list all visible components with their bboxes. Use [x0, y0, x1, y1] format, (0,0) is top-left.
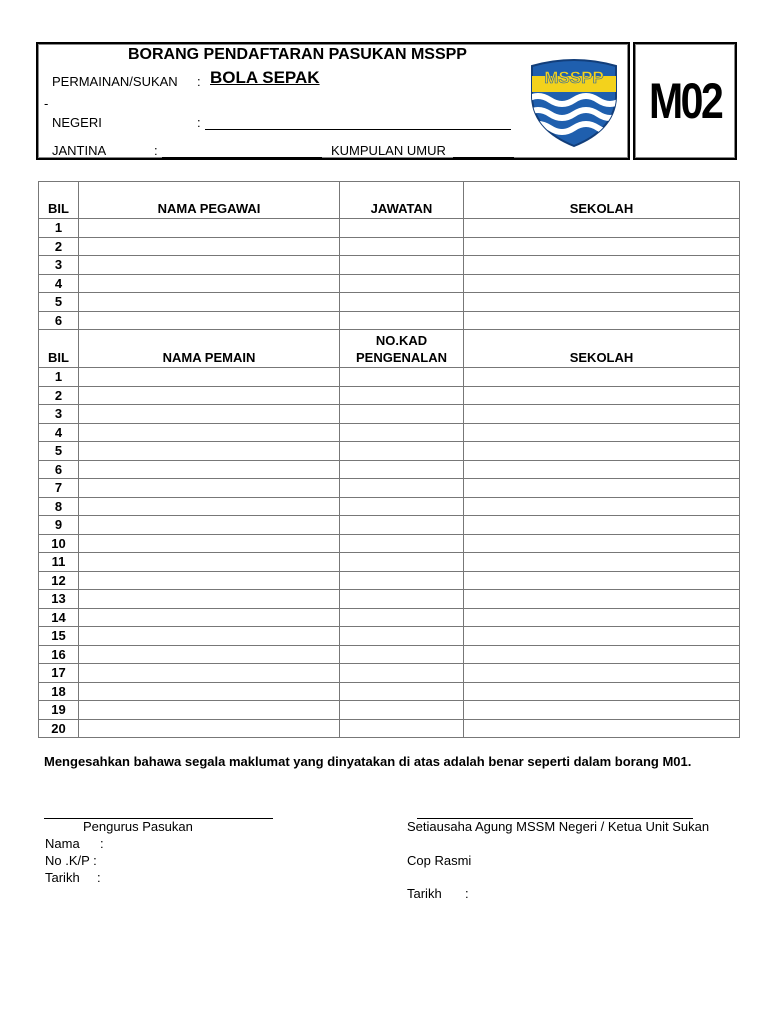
table-cell[interactable] [464, 256, 740, 275]
secretary-date-label: Tarikh [407, 886, 442, 901]
table-cell[interactable] [464, 386, 740, 405]
table-cell[interactable] [79, 682, 340, 701]
table-cell[interactable] [340, 368, 464, 387]
table-cell[interactable] [340, 479, 464, 498]
age-group-label: KUMPULAN UMUR [331, 143, 446, 158]
sport-label: PERMAINAN/SUKAN [52, 74, 178, 89]
age-group-field[interactable] [453, 157, 514, 158]
table-cell[interactable] [340, 590, 464, 609]
table-row [39, 479, 740, 498]
table-cell[interactable] [340, 608, 464, 627]
bil-header: BIL [39, 330, 79, 368]
table-cell[interactable] [79, 386, 340, 405]
table-row [39, 405, 740, 424]
table-cell[interactable] [79, 608, 340, 627]
sport-colon: : [197, 74, 201, 89]
table-cell[interactable] [79, 219, 340, 238]
table-row [39, 664, 740, 683]
table-cell[interactable] [79, 664, 340, 683]
manager-name-colon: : [100, 836, 104, 851]
state-label: NEGERI [52, 115, 102, 130]
row-number: 12 [39, 571, 79, 590]
form-title: BORANG PENDAFTARAN PASUKAN MSSPP [128, 46, 467, 63]
row-number: 17 [39, 664, 79, 683]
table-row [39, 497, 740, 516]
form-code-box [633, 42, 737, 160]
table-cell[interactable] [464, 627, 740, 646]
state-colon: : [197, 115, 201, 130]
table-cell[interactable] [464, 293, 740, 312]
table-cell[interactable] [340, 497, 464, 516]
bil-header: BIL [39, 182, 79, 219]
table-cell[interactable] [79, 479, 340, 498]
row-number: 19 [39, 701, 79, 720]
table-row [39, 293, 740, 312]
table-cell[interactable] [340, 237, 464, 256]
table-cell[interactable] [340, 645, 464, 664]
row-number: 4 [39, 274, 79, 293]
table-cell[interactable] [464, 423, 740, 442]
row-number: 10 [39, 534, 79, 553]
table-cell[interactable] [79, 311, 340, 330]
gender-field[interactable] [162, 157, 322, 158]
table-cell[interactable] [340, 460, 464, 479]
table-row [39, 516, 740, 535]
row-number: 5 [39, 293, 79, 312]
official-name-header: NAMA PEGAWAI [79, 182, 340, 219]
table-row [39, 219, 740, 238]
table-cell[interactable] [464, 405, 740, 424]
table-cell[interactable] [79, 368, 340, 387]
table-cell[interactable] [79, 460, 340, 479]
row-number: 2 [39, 386, 79, 405]
table-cell[interactable] [79, 719, 340, 738]
table-cell[interactable] [340, 274, 464, 293]
msspp-logo [526, 56, 622, 148]
table-cell[interactable] [340, 534, 464, 553]
table-cell[interactable] [464, 237, 740, 256]
confirmation-text: Mengesahkan bahawa segala maklumat yang dinyatakan di atas adalah benar seperti dalam borang M01. [44, 754, 692, 769]
school-header: SEKOLAH [464, 330, 740, 368]
table-cell[interactable] [79, 645, 340, 664]
row-number: 3 [39, 405, 79, 424]
row-number: 2 [39, 237, 79, 256]
manager-ic-label: No .K/P : [45, 853, 97, 868]
table-row [39, 442, 740, 461]
table-cell[interactable] [79, 590, 340, 609]
officials-header-row [39, 182, 740, 219]
table-cell[interactable] [464, 645, 740, 664]
table-row [39, 571, 740, 590]
table-cell[interactable] [464, 311, 740, 330]
table-cell[interactable] [340, 423, 464, 442]
table-row [39, 701, 740, 720]
table-row [39, 590, 740, 609]
table-cell[interactable] [79, 423, 340, 442]
table-cell[interactable] [340, 442, 464, 461]
row-number: 4 [39, 423, 79, 442]
table-cell[interactable] [340, 405, 464, 424]
row-number: 6 [39, 311, 79, 330]
table-cell[interactable] [79, 534, 340, 553]
table-cell[interactable] [464, 719, 740, 738]
table-cell[interactable] [464, 608, 740, 627]
table-cell[interactable] [340, 719, 464, 738]
table-cell[interactable] [340, 701, 464, 720]
table-cell[interactable] [340, 571, 464, 590]
table-cell[interactable] [464, 479, 740, 498]
table-cell[interactable] [340, 627, 464, 646]
table-row [39, 719, 740, 738]
table-cell[interactable] [464, 534, 740, 553]
table-cell[interactable] [464, 664, 740, 683]
table-cell[interactable] [340, 553, 464, 572]
row-number: 3 [39, 256, 79, 275]
table-cell[interactable] [340, 293, 464, 312]
table-cell[interactable] [79, 256, 340, 275]
table-row [39, 627, 740, 646]
table-cell[interactable] [79, 442, 340, 461]
table-cell[interactable] [79, 293, 340, 312]
table-cell[interactable] [464, 460, 740, 479]
table-row [39, 237, 740, 256]
table-row [39, 608, 740, 627]
gender-label: JANTINA [52, 143, 107, 158]
table-cell[interactable] [464, 219, 740, 238]
row-number: 16 [39, 645, 79, 664]
table-cell[interactable] [464, 701, 740, 720]
table-row [39, 386, 740, 405]
table-row [39, 460, 740, 479]
row-number: 7 [39, 479, 79, 498]
gender-colon: : [154, 143, 158, 158]
table-cell[interactable] [340, 219, 464, 238]
table-cell[interactable] [340, 256, 464, 275]
logo-text: MSSPP [544, 68, 604, 87]
table-cell[interactable] [464, 442, 740, 461]
registration-table [38, 181, 740, 738]
row-number: 1 [39, 368, 79, 387]
row-number: 1 [39, 219, 79, 238]
table-cell[interactable] [79, 701, 340, 720]
secretary-title: Setiausaha Agung MSSM Negeri / Ketua Unit Sukan [407, 819, 710, 834]
table-cell[interactable] [340, 664, 464, 683]
player-name-header: NAMA PEMAIN [79, 330, 340, 368]
table-row [39, 368, 740, 387]
row-number: 11 [39, 553, 79, 572]
row-number: 6 [39, 460, 79, 479]
table-cell[interactable] [464, 497, 740, 516]
ic-number-header: NO.KAD PENGENALAN [340, 330, 464, 368]
table-cell[interactable] [464, 516, 740, 535]
table-cell[interactable] [79, 553, 340, 572]
table-cell[interactable] [464, 368, 740, 387]
row-number: 18 [39, 682, 79, 701]
stamp-label: Cop Rasmi [407, 853, 472, 868]
table-cell[interactable] [464, 682, 740, 701]
table-row [39, 682, 740, 701]
form-code: M02 [648, 73, 722, 129]
table-row [39, 534, 740, 553]
table-cell[interactable] [464, 590, 740, 609]
table-row [39, 311, 740, 330]
school-header: SEKOLAH [464, 182, 740, 219]
table-cell[interactable] [340, 682, 464, 701]
row-number: 15 [39, 627, 79, 646]
table-cell[interactable] [340, 311, 464, 330]
manager-name-label: Nama [45, 836, 80, 851]
table-row [39, 256, 740, 275]
table-cell[interactable] [464, 571, 740, 590]
manager-date-label: Tarikh [45, 870, 80, 885]
sport-value[interactable]: BOLA SEPAK [210, 68, 320, 87]
table-row [39, 423, 740, 442]
table-cell[interactable] [464, 553, 740, 572]
state-field[interactable] [205, 129, 511, 130]
table-cell[interactable] [79, 627, 340, 646]
position-header: JAWATAN [340, 182, 464, 219]
row-number: 8 [39, 497, 79, 516]
manager-title: Pengurus Pasukan [83, 819, 193, 834]
table-cell[interactable] [79, 497, 340, 516]
table-cell[interactable] [340, 386, 464, 405]
table-cell[interactable] [79, 405, 340, 424]
table-cell[interactable] [464, 274, 740, 293]
table-cell[interactable] [79, 237, 340, 256]
row-number: 9 [39, 516, 79, 535]
table-row [39, 274, 740, 293]
table-cell[interactable] [340, 516, 464, 535]
table-cell[interactable] [79, 274, 340, 293]
table-cell[interactable] [79, 571, 340, 590]
secretary-date-colon: : [465, 886, 469, 901]
table-cell[interactable] [79, 516, 340, 535]
row-number: 13 [39, 590, 79, 609]
players-header-row [39, 330, 740, 368]
dash-mark: - [44, 96, 49, 111]
row-number: 20 [39, 719, 79, 738]
table-row [39, 553, 740, 572]
manager-date-colon: : [97, 870, 101, 885]
row-number: 5 [39, 442, 79, 461]
table-row [39, 645, 740, 664]
row-number: 14 [39, 608, 79, 627]
